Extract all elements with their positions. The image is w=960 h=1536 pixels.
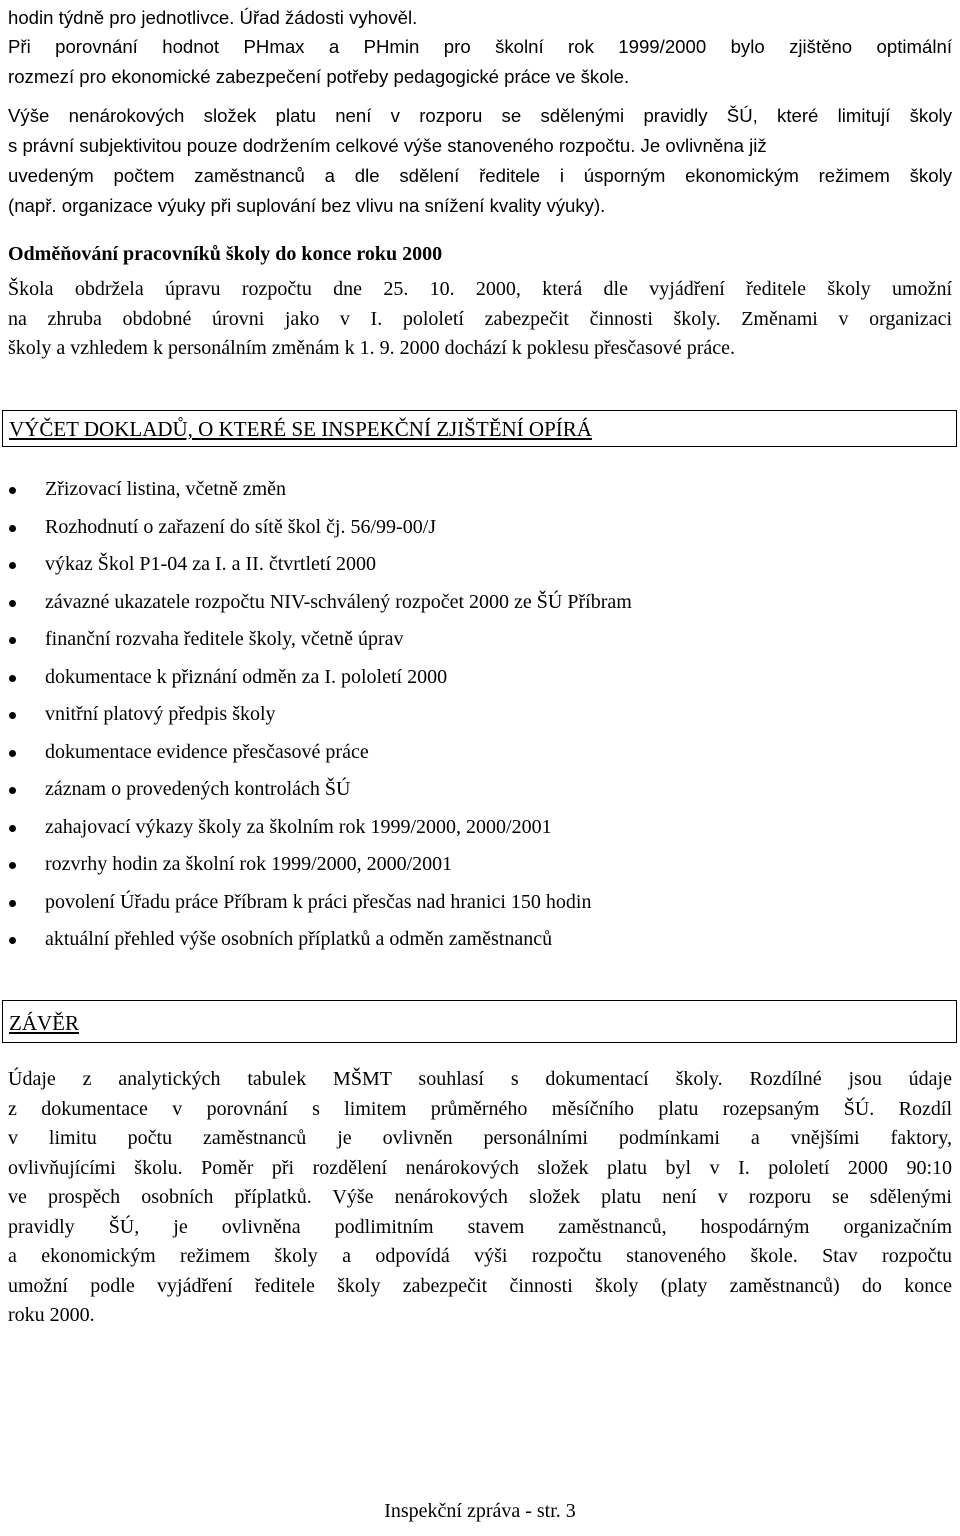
list-item-text: aktuální přehled výše osobních příplatků a odměn zaměstnanců xyxy=(45,928,553,950)
list-item xyxy=(0,584,632,622)
list-item xyxy=(0,696,632,734)
list-item xyxy=(0,621,632,659)
documents-list xyxy=(0,471,632,959)
text-line: rozmezí pro ekonomické zabezpečení potřeby pedagogické práce ve škole. xyxy=(8,65,630,87)
bullet-icon xyxy=(9,937,16,944)
list-item xyxy=(0,921,632,959)
list-item-text: zahajovací výkazy školy za školním rok 1999/2000, 2000/2001 xyxy=(45,815,552,838)
text-line: Údaje z analytických tabulek MŠMT souhlasí s dokumentací školy. Rozdílné jsou údaje xyxy=(8,1068,952,1090)
list-item-text: rozvrhy hodin za školní rok 1999/2000, 2000/2001 xyxy=(45,853,453,875)
bullet-icon xyxy=(9,787,16,794)
text-line: uvedeným počtem zaměstnanců a dle sdělení ředitele i úsporným ekonomickým režimem školy xyxy=(8,165,952,186)
list-item xyxy=(0,809,632,847)
bullet-icon xyxy=(9,825,16,832)
bullet-icon xyxy=(9,525,16,532)
text-line: hodin týdně pro jednotlivce. Úřad žádosti vyhověl. xyxy=(8,7,418,28)
list-item xyxy=(0,471,632,509)
section-heading-odmenovani: Odměňování pracovníků školy do konce roku 2000 xyxy=(8,243,443,265)
list-item xyxy=(0,509,632,547)
list-item-text: dokumentace k přiznání odměn za I. pololetí 2000 xyxy=(45,665,448,688)
list-item-text: výkaz Škol P1-04 za I. a II. čtvrtletí 2000 xyxy=(45,553,377,575)
text-line: Při porovnání hodnot PHmax a PHmin pro školní rok 1999/2000 bylo zjištěno optimální xyxy=(8,36,952,57)
list-item-text: závazné ukazatele rozpočtu NIV-schválený rozpočet 2000 ze ŠÚ Příbram xyxy=(45,590,632,613)
list-item xyxy=(0,884,632,922)
text-line: na zhruba obdobné úrovni jako v I. pololetí zabezpečit činnosti školy. Změnami v organizaci xyxy=(8,307,952,330)
list-item-text: Zřizovací listina, včetně změn xyxy=(45,478,287,500)
text-line: školy a vzhledem k personálním změnám k 1. 9. 2000 dochází k poklesu přesčasové práce. xyxy=(8,337,736,359)
list-item xyxy=(0,771,632,809)
bullet-icon xyxy=(9,862,16,869)
paragraph-nenarokove-slozky xyxy=(8,101,952,220)
list-item xyxy=(0,846,632,884)
bullet-icon xyxy=(9,750,16,757)
paragraph-odmenovani xyxy=(8,275,952,364)
section-heading-zaver xyxy=(2,1000,957,1043)
list-item-text: dokumentace evidence přesčasové práce xyxy=(45,740,369,763)
paragraph-phmax xyxy=(8,32,952,91)
section-heading-doklady xyxy=(2,410,957,447)
bullet-icon xyxy=(9,637,16,644)
section-heading-zaver-text: ZÁVĚR xyxy=(9,1011,79,1035)
page-footer: Inspekční zpráva - str. 3 xyxy=(384,1500,576,1522)
list-item xyxy=(0,734,632,772)
bullet-icon xyxy=(9,562,16,569)
bullet-icon xyxy=(9,675,16,682)
paragraph-zaver xyxy=(8,1065,952,1331)
text-line: z dokumentace v porovnání s limitem průměrného měsíčního platu rozepsaným ŠÚ. Rozdíl xyxy=(8,1097,952,1120)
list-item-text: povolení Úřadu práce Příbram k práci přesčas nad hranici 150 hodin xyxy=(45,890,592,913)
text-line: ovlivňujícími školu. Poměr při rozdělení nenárokových složek platu byl v I. pololetí 2000 90:10 xyxy=(8,1156,952,1179)
text-span: s právní subjektivitou pouze dodržením celkové výše stanoveného rozpočtu. xyxy=(8,134,636,156)
bullet-icon xyxy=(9,600,16,607)
text-line: Výše nenárokových složek platu není v rozporu se sdělenými pravidly ŠÚ, které limitují školy xyxy=(8,105,952,126)
list-item-text: finanční rozvaha ředitele školy, včetně úprav xyxy=(45,628,404,650)
list-item xyxy=(0,659,632,697)
bullet-icon xyxy=(9,900,16,907)
bullet-icon xyxy=(9,487,16,494)
text-line: Škola obdržela úpravu rozpočtu dne 25. 10. 2000, která dle vyjádření ředitele školy umožní xyxy=(8,278,952,300)
list-item-text: záznam o provedených kontrolách ŠÚ xyxy=(45,778,351,800)
paragraph-urad-vyhovel xyxy=(8,3,952,33)
text-line: ve prospěch osobních příplatků. Výše nenárokových složek platu není v rozporu se sdělenými xyxy=(8,1186,952,1208)
text-line: pravidly ŠÚ, je ovlivněna podlimitním stavem zaměstnanců, hospodárným organizačním xyxy=(8,1215,952,1238)
text-span: Je ovlivněna již xyxy=(635,134,767,156)
text-line: v limitu počtu zaměstnanců je ovlivněn personálními podmínkami a vnějšími faktory, xyxy=(8,1127,952,1149)
text-line: (např. organizace výuky při suplování bez vlivu na snížení kvality výuky). xyxy=(8,194,606,216)
list-item-text: vnitřní platový předpis školy xyxy=(45,703,276,725)
list-item xyxy=(0,546,632,584)
text-line: a ekonomickým režimem školy a odpovídá výši rozpočtu stanoveného škole. Stav rozpočtu xyxy=(8,1245,952,1267)
text-line: roku 2000. xyxy=(8,1304,95,1326)
section-heading-doklady-text: VÝČET DOKLADŮ, O KTERÉ SE INSPEKČNÍ ZJIŠTĚNÍ OPÍRÁ xyxy=(9,417,592,441)
text-line: umožní podle vyjádření ředitele školy zabezpečit činnosti školy (platy zaměstnanců) do konce xyxy=(8,1274,952,1297)
list-item-text: Rozhodnutí o zařazení do sítě škol čj. 56/99-00/J xyxy=(45,515,437,538)
bullet-icon xyxy=(9,712,16,719)
